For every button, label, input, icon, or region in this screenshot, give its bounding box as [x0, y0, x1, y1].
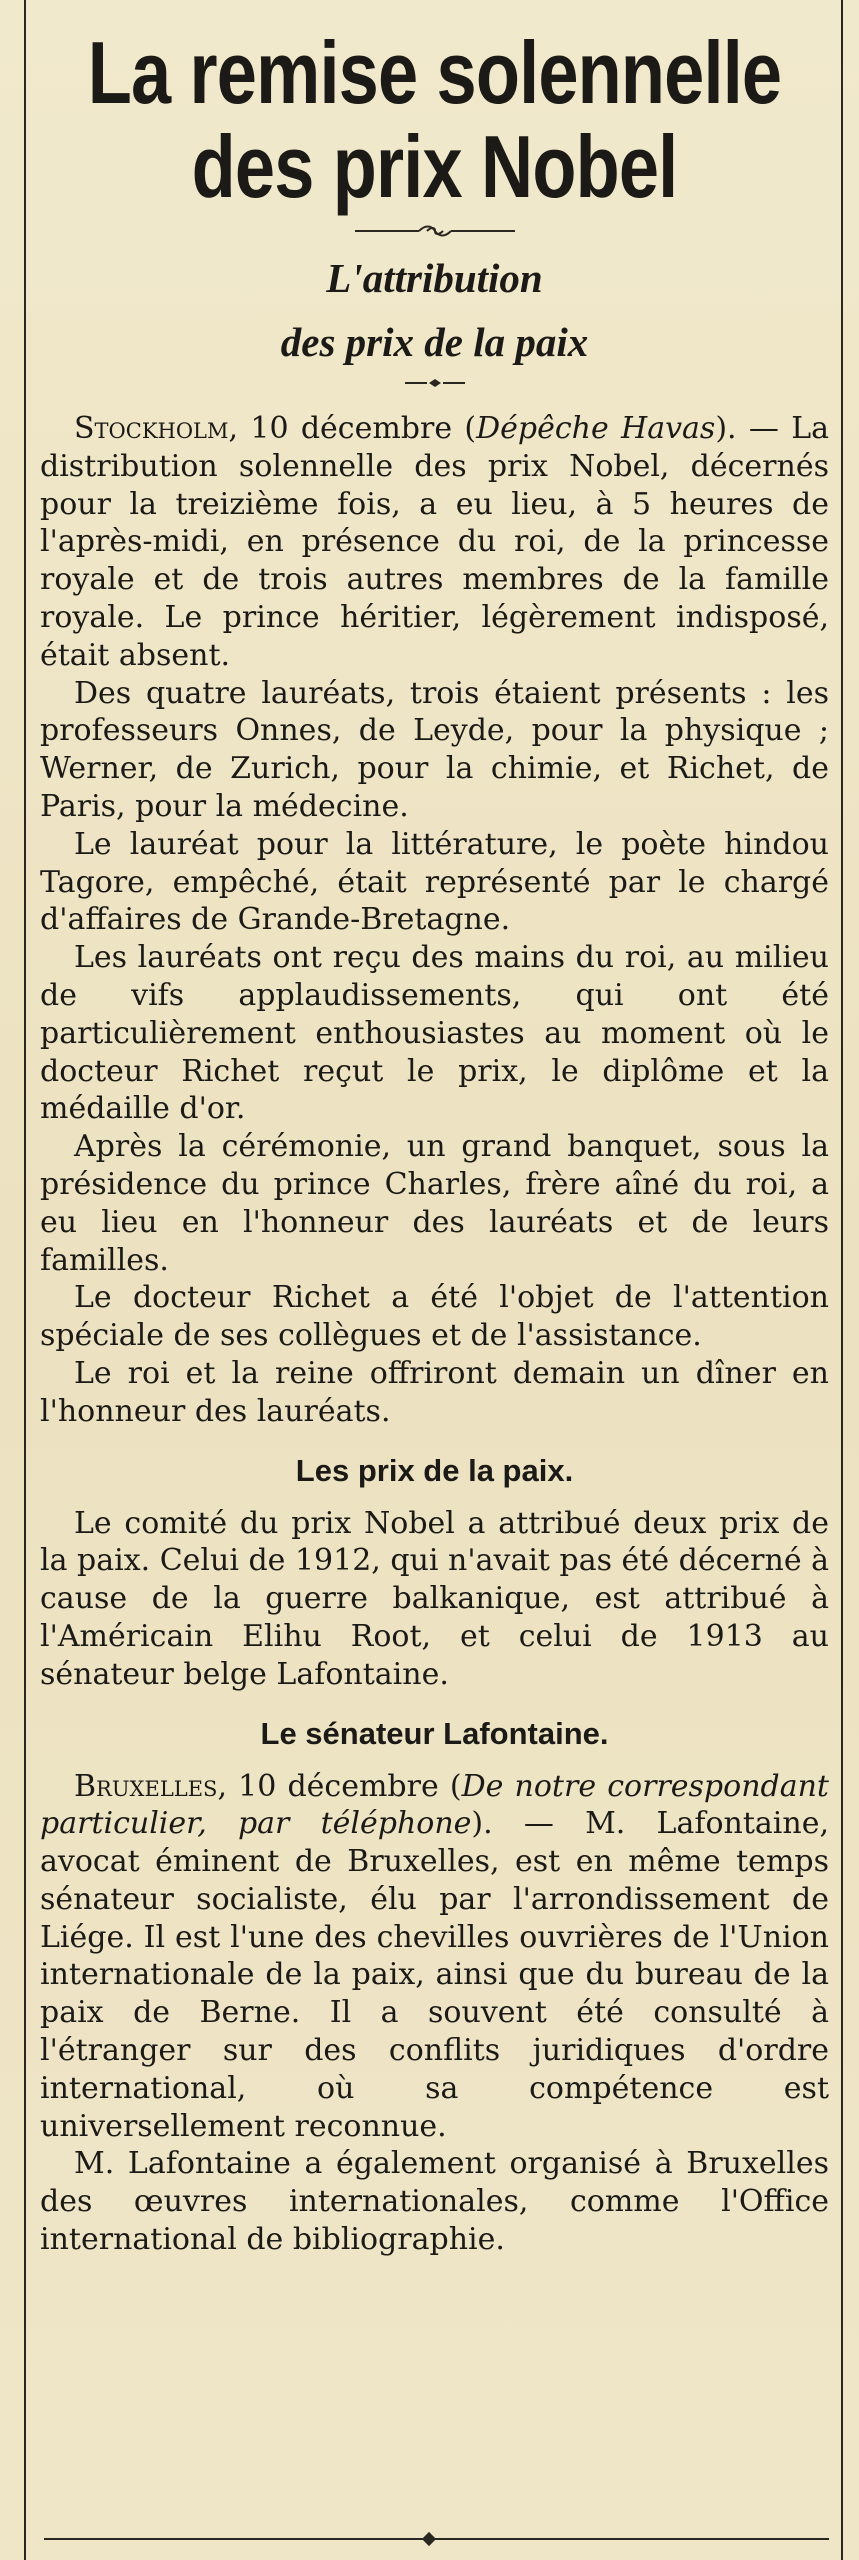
dateline-source: Dépêche Havas: [476, 411, 716, 446]
dateline-date: , 10 décembre (: [217, 1768, 462, 1804]
dateline-source: De notre correspondant particulier, par téléphone: [40, 1768, 829, 1842]
dateline-paragraph: [40, 410, 829, 675]
small-ornament-icon: [405, 378, 465, 388]
headline: [62, 23, 807, 216]
paragraph: Des quatre lauréats, trois étaient présents : les professeurs Onnes, de Leyde, pour la physique ; Werner, de Zurich, pour la chimie, et Richet, de Paris, pour la médecine.: [40, 675, 829, 824]
paragraph: Le lauréat pour la littérature, le poète hindou Tagore, empêché, était représenté par le chargé d'affaires de Grande-Bretagne.: [40, 826, 829, 938]
dateline-place: Bruxelles: [74, 1768, 218, 1804]
dateline-date: , 10 décembre (: [228, 411, 477, 446]
paragraph: Le comité du prix Nobel a attribué deux prix de la paix. Celui de 1912, qui n'avait pas été décerné à cause de la guerre balkanique, est attribué à l'Américain Elihu Root, et celui de 1913 au sénateur belge Lafontaine.: [40, 1505, 829, 1692]
dateline-text: ). — La distribution solennelle des prix Nobel, décernés pour la treizième fois, a eu lieu, à 5 heures de l'après-midi, en présence du roi, de la princesse royale et de trois autres membres de la famille royale. Le prince héritier, légèrement indisposé, était absent.: [40, 411, 829, 673]
ornament-divider-icon: [355, 224, 515, 238]
paragraph: M. Lafontaine a également organisé à Bruxelles des œuvres internationales, comme l'Office international de bibliographie.: [40, 2146, 829, 2258]
headline-line-1: La remise solennelle: [87, 23, 782, 122]
bottom-rule-ornament-icon: [422, 2532, 436, 2546]
dateline-paragraph: [40, 1768, 829, 2146]
bottom-rule: [44, 2538, 829, 2540]
dateline-place: Stockholm: [74, 411, 229, 446]
subheadline: [40, 246, 829, 374]
paragraph: Les lauréats ont reçu des mains du roi, au milieu de vifs applaudissements, qui ont été particulièrement enthousiastes au moment où le docteur Richet reçut le prix, le diplôme et la médaille d'or.: [40, 940, 829, 1127]
section-heading-peace-prizes: Les prix de la paix.: [295, 1452, 574, 1488]
section-heading-lafontaine: Le sénateur Lafontaine.: [260, 1715, 609, 1751]
paragraph: Le docteur Richet a été l'objet de l'attention spéciale de ses collègues et de l'assistance.: [40, 1280, 829, 1354]
paragraph: Le roi et la reine offriront demain un dîner en l'honneur des lauréats.: [40, 1355, 829, 1429]
left-column-rule: [24, 0, 26, 2560]
dateline-text: ). — M. Lafontaine, avocat éminent de Bruxelles, est en même temps sénateur socialiste, élu par l'arrondissement de Liége. Il est l'une des chevilles ouvrières de l'Union internationale de la paix, ainsi que du bureau de la paix de Berne. Il a souvent été consulté à l'étranger sur des conflits juridiques d'ordre international, où sa compétence est universellement reconnue.: [40, 1806, 830, 2144]
subheadline-line-1: L'attribution: [326, 255, 543, 301]
subheadline-line-2: des prix de la paix: [280, 319, 589, 365]
headline-line-2: des prix Nobel: [191, 117, 678, 216]
paragraph: Après la cérémonie, un grand banquet, sous la présidence du prince Charles, frère aîné du roi, a eu lieu en l'honneur des lauréats et de leurs familles.: [40, 1129, 829, 1278]
article-body: [40, 410, 829, 2259]
right-column-rule: [841, 0, 843, 2560]
